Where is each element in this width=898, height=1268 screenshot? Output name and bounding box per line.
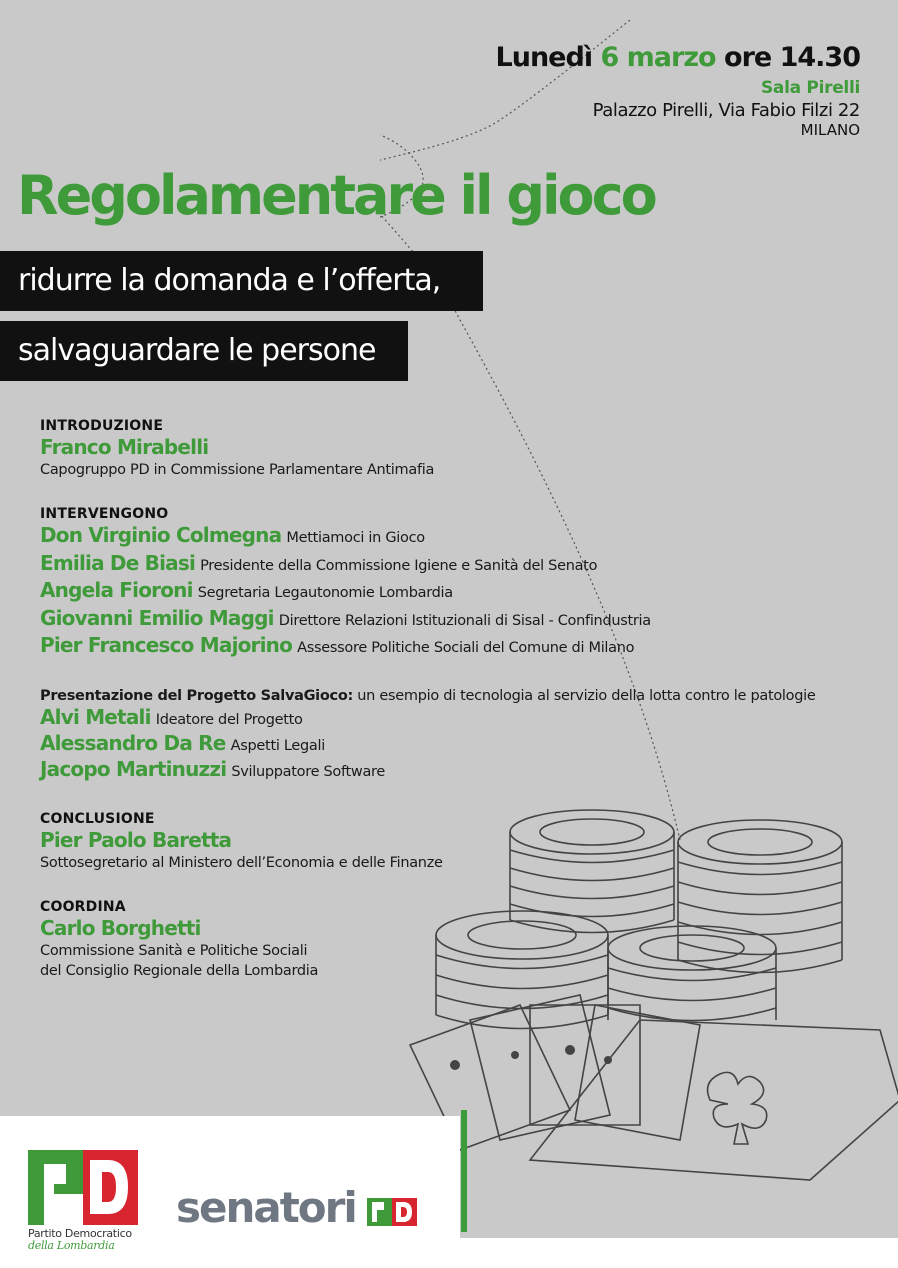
presentation-description: un esempio di tecnologia al servizio della lotta contro le patologie <box>352 687 816 704</box>
speaker-row <box>40 705 840 731</box>
speaker-role: Direttore Relazioni Istituzionali di Sisal - Confindustria <box>278 612 651 629</box>
speaker-row <box>40 633 840 661</box>
speaker-name: Alvi Metali <box>40 704 151 729</box>
speaker-role: Presidente della Commissione Igiene e Sanità del Senato <box>200 557 598 574</box>
speaker-name: Carlo Borghetti <box>40 915 201 940</box>
section-label: INTERVENGONO <box>40 506 169 522</box>
program <box>40 418 840 1001</box>
speaker-name: Alessandro Da Re <box>40 730 226 755</box>
section-label: COORDINA <box>40 898 126 915</box>
speaker-name: Pier Francesco Majorino <box>40 633 293 657</box>
speaker-role: Capogruppo PD in Commissione Parlamentare Antimafia <box>40 462 435 478</box>
event-venue: Sala Pirelli <box>760 78 860 99</box>
pd-caption-line2: della Lombardia <box>28 1239 115 1252</box>
speaker-name: Don Virginio Colmegna <box>40 523 282 547</box>
section-label: CONCLUSIONE <box>40 810 155 827</box>
senatori-logo-text: senatori <box>176 1183 356 1232</box>
speaker-name: Franco Mirabelli <box>40 435 209 459</box>
speaker-name: Giovanni Emilio Maggi <box>40 605 274 630</box>
speaker-row <box>40 551 840 579</box>
event-city: MILANO <box>800 121 860 140</box>
event-date-day: 6 marzo <box>600 42 716 73</box>
subtitle-line-1: ridurre la domanda e l’offerta, <box>0 251 483 311</box>
divider <box>461 1110 467 1232</box>
speaker-role: Commissione Sanità e Politiche Sociali <box>40 942 308 959</box>
page-title: Regolamentare il gioco <box>17 164 655 227</box>
section-introduzione <box>40 418 840 480</box>
event-time: ore 14.30 <box>724 42 860 73</box>
speaker-row <box>40 757 840 783</box>
speaker-role: Sottosegretario al Ministero dell’Economia e delle Finanze <box>40 854 443 871</box>
subtitle-line-2: salvaguardare le persone <box>0 321 408 381</box>
pd-caption <box>28 1228 132 1252</box>
event-date <box>496 42 860 74</box>
section-presentazione <box>40 687 840 783</box>
section-coordina <box>40 899 840 981</box>
section-label: INTRODUZIONE <box>40 418 164 434</box>
section-intervengono <box>40 506 840 661</box>
pd-caption-line1: Partito Democratico <box>28 1227 132 1240</box>
event-info <box>496 42 860 139</box>
speaker-role: Segretaria Legautonomie Lombardia <box>197 585 453 601</box>
event-day: Lunedì <box>495 42 593 73</box>
speaker-role: Mettiamoci in Gioco <box>286 530 425 546</box>
pd-logo <box>28 1150 138 1225</box>
speaker-role: Ideatore del Progetto <box>155 711 303 728</box>
speaker-row <box>40 523 840 551</box>
speaker-row <box>40 578 840 606</box>
speaker-role: del Consiglio Regionale della Lombardia <box>40 962 319 979</box>
speaker-name: Angela Fioroni <box>40 578 193 602</box>
speaker-role: Sviluppatore Software <box>231 763 386 780</box>
speaker-name: Jacopo Martinuzzi <box>40 756 227 781</box>
senatori-pd-logo <box>367 1198 417 1226</box>
speaker-row <box>40 731 840 757</box>
speaker-name: Emilia De Biasi <box>40 550 196 575</box>
speaker-role: Assessore Politiche Sociali del Comune di Milano <box>297 640 635 656</box>
speaker-role: Aspetti Legali <box>230 737 325 754</box>
event-address: Palazzo Pirelli, Via Fabio Filzi 22 <box>592 100 860 122</box>
speaker-row <box>40 606 840 634</box>
section-conclusione <box>40 811 840 873</box>
presentation-title: Presentazione del Progetto SalvaGioco: <box>40 687 353 704</box>
presentation-intro <box>40 687 840 705</box>
speaker-name: Pier Paolo Baretta <box>40 827 232 852</box>
